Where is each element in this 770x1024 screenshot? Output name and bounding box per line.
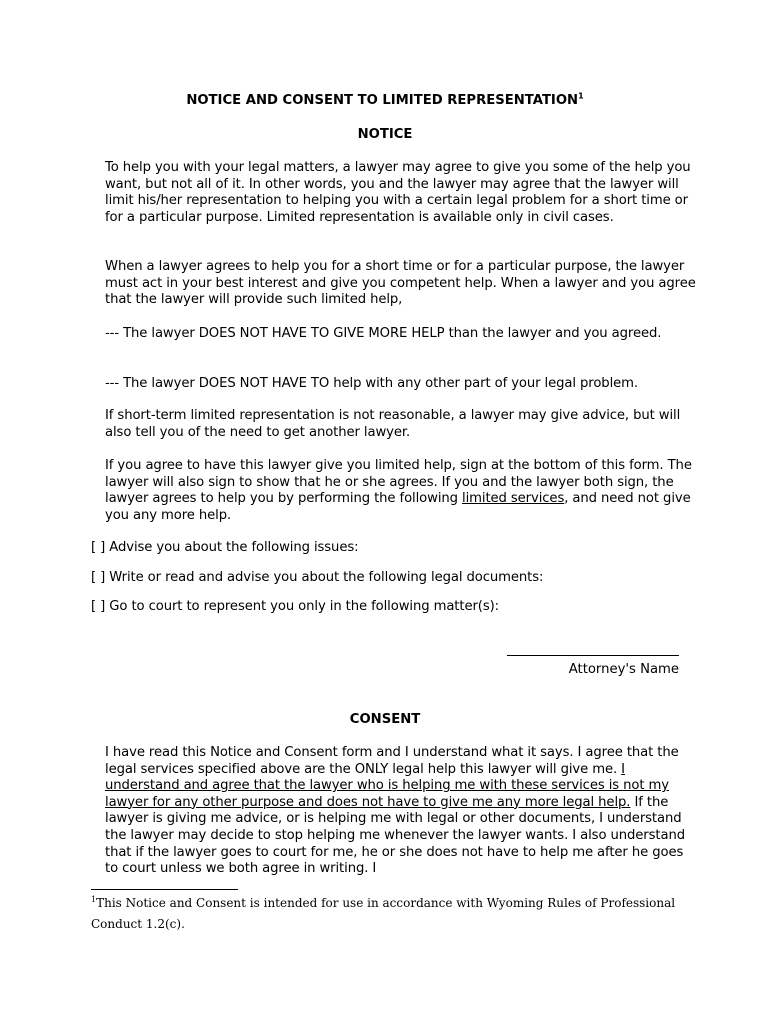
consent-paragraph — [91, 745, 697, 878]
footnote — [91, 893, 681, 935]
consent-end-text: If the lawyer is giving me advice, or is helping me with legal or other documents, I understand the lawyer may decide to stop helping me whenever the lawyer wants. I also understand that if the lawyer goes to court for me, he or she does not have to help me after he goes to court unless we both agree in writing. I — [105, 794, 685, 877]
notice-paragraph-5: If short-term limited representation is not reasonable, a lawyer may give advice, but will also tell you of the need to get another lawyer. — [105, 408, 681, 440]
checkbox-item-documents: [ ] Write or read and advise you about the following legal documents: — [91, 570, 544, 585]
notice-paragraph-1: To help you with your legal matters, a lawyer may agree to give you some of the help you want, but not all of it. In other words, you and the lawyer may agree that the lawyer will limit his/her representation to helping you with a certain legal problem for a short time or for a particular purpose. Limited representation is available only in civil cases. — [105, 160, 691, 225]
consent-heading: CONSENT — [349, 712, 421, 727]
title-text: NOTICE AND CONSENT TO LIMITED REPRESENTATION — [186, 93, 579, 108]
notice-paragraph-6 — [91, 458, 697, 524]
consent-underlined-text: I understand and agree that the lawyer who is helping me with these services is not my lawyer for any other purpose and does not have to give me any more legal help. — [105, 761, 669, 810]
attorney-name-label: Attorney's Name — [568, 662, 679, 677]
limited-services-text: limited services — [462, 491, 565, 507]
footnote-text: This Notice and Consent is intended for use in accordance with Wyoming Rules of Professional Conduct 1.2(c). — [91, 896, 676, 931]
para6-end-text: , and need not give you any more help. — [105, 491, 691, 523]
consent-text: I have read this Notice and Consent form and I understand what it says. I agree that the legal services specified above are the ONLY legal help this lawyer will give me. — [105, 745, 679, 777]
checkbox-item-court: [ ] Go to court to represent you only in the following matter(s): — [91, 599, 499, 614]
footnote-rule — [91, 889, 238, 890]
title-footnote-mark: 1 — [578, 91, 584, 101]
footnote-mark: 1 — [91, 895, 97, 904]
attorney-signature-line — [507, 655, 679, 656]
checkbox-item-advise: [ ] Advise you about the following issues: — [91, 540, 359, 555]
notice-paragraph-4: --- The lawyer DOES NOT HAVE TO help with any other part of your legal problem. — [105, 376, 638, 391]
notice-paragraph-2: When a lawyer agrees to help you for a short time or for a particular purpose, the lawyer must act in your best interest and give you competent help. When a lawyer and you agree that the lawyer will provide such limited help, — [105, 259, 696, 308]
document-title — [0, 93, 770, 108]
para6-text: If you agree to have this lawyer give you limited help, sign at the bottom of this form. The lawyer will also sign to show that he or she agrees. If you and the lawyer both sign, the lawyer agrees to help you by performing the following — [105, 458, 692, 507]
notice-paragraph-3: --- The lawyer DOES NOT HAVE TO GIVE MORE HELP than the lawyer and you agreed. — [105, 326, 662, 341]
notice-heading: NOTICE — [357, 127, 413, 142]
